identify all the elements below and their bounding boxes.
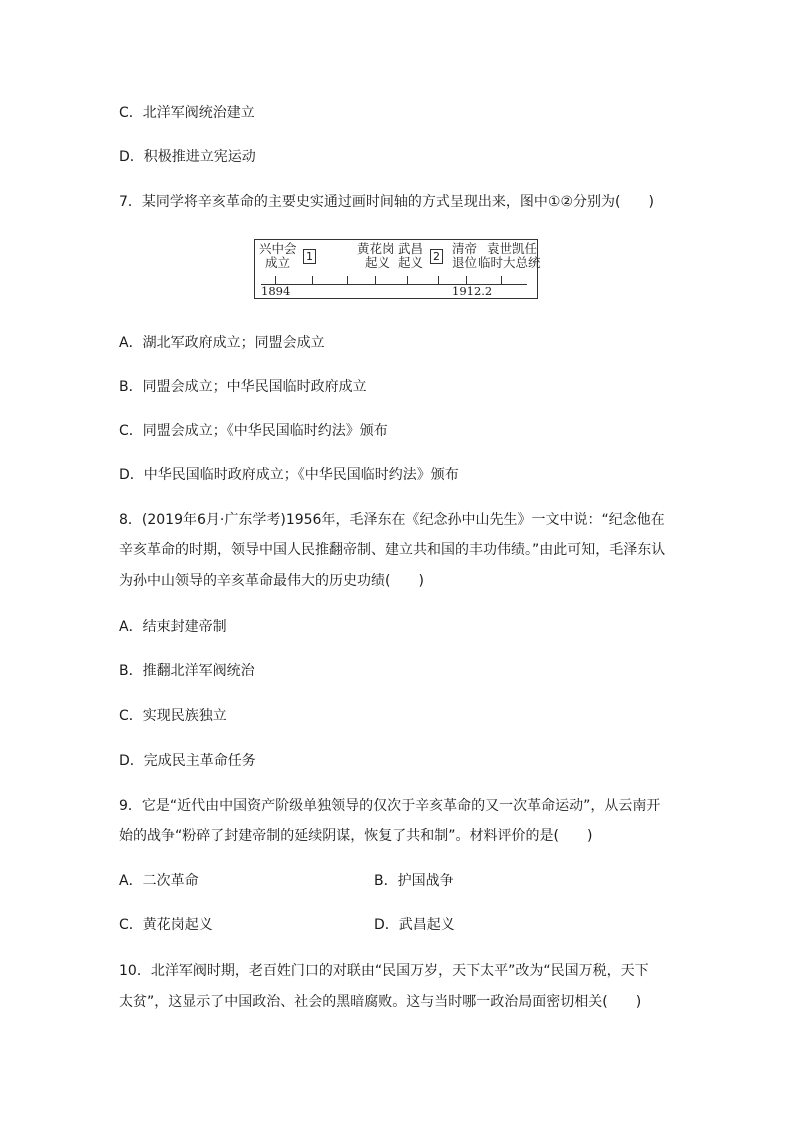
tl-label-qingdi: 清帝 (452, 241, 478, 256)
q9-option-d: D．武昌起义 (374, 917, 455, 933)
tl-label-yuanshikai: 袁世凯任 (487, 241, 538, 256)
timeline-tick (501, 276, 502, 284)
q6-option-d: D．积极推进立宪运动 (119, 149, 256, 165)
q8-stem-line1: 8．(2019年6月·广东学考)1956年，毛泽东在《纪念孙中山先生》一文中说：“纪念他在 (119, 512, 665, 528)
q7-option-d: D．中华民国临时政府成立；《中华民国临时约法》颁布 (119, 467, 459, 483)
q7-stem: 7．某同学将辛亥革命的主要史实通过画时间轴的方式呈现出来，图中①②分别为( ) (119, 194, 654, 210)
timeline-tick (312, 276, 313, 284)
q10-stem-line2: 太贫”，这显示了中国政治、社会的黑暗腐败。这与当时哪一政治局面密切相关( ) (119, 994, 642, 1010)
tl-label-huanghuagang: 黄花岗 (357, 241, 395, 256)
tl-label-qiyi-2: 起义 (398, 255, 424, 270)
q8-option-a: A．结束封建帝制 (119, 619, 227, 635)
q9-option-b: B．护国战争 (374, 873, 454, 889)
tl-year-1894: 1894 (261, 284, 291, 298)
q8-option-c: C．实现民族独立 (119, 708, 227, 724)
timeline-tick (275, 276, 276, 284)
timeline-tick (375, 276, 376, 284)
q7-option-c: C．同盟会成立；《中华民国临时约法》颁布 (119, 423, 388, 439)
q6-option-c: C．北洋军阀统治建立 (119, 105, 255, 121)
tl-label-tuiwei: 退位 (452, 255, 478, 270)
timeline-tick (466, 276, 467, 284)
q8-stem-line2: 辛亥革命的时期，领导中国人民推翻帝制、建立共和国的丰功伟绩。”由此可知，毛泽东认 (119, 542, 666, 558)
timeline-tick (407, 276, 408, 284)
tl-marker-1: 1 (303, 249, 316, 264)
tl-label-xingzhonghui: 兴中会 (259, 241, 297, 256)
q10-stem-line1: 10．北洋军阀时期，老百姓门口的对联由“民国万岁，天下太平”改为“民国万税，天下 (119, 963, 649, 979)
q8-option-b: B．推翻北洋军阀统治 (119, 663, 255, 679)
tl-label-chengli: 成立 (265, 255, 291, 270)
q9-stem-line1: 9．它是“近代由中国资产阶级单独领导的仅次于辛亥革命的又一次革命运动”，从云南开 (119, 798, 661, 814)
timeline-figure (254, 239, 541, 299)
q9-option-c: C．黄花岗起义 (119, 917, 213, 933)
q7-option-a: A．湖北军政府成立；同盟会成立 (119, 335, 325, 351)
q9-option-a: A．二次革命 (119, 873, 199, 889)
tl-label-qiyi-1: 起义 (365, 255, 391, 270)
timeline-tick (347, 276, 348, 284)
tl-label-president: 临时大总统 (478, 255, 541, 270)
timeline-tick (438, 276, 439, 284)
q8-option-d: D．完成民主革命任务 (119, 753, 256, 769)
tl-marker-2: 2 (430, 249, 443, 264)
q7-option-b: B．同盟会成立；中华民国临时政府成立 (119, 379, 367, 395)
q9-stem-line2: 始的战争“粉碎了封建帝制的延续阴谋，恢复了共和制”。材料评价的是( ) (119, 828, 593, 844)
q8-stem-line3: 为孙中山领导的辛亥革命最伟大的历史功绩( ) (119, 573, 424, 589)
tl-label-wuchang: 武昌 (398, 241, 424, 256)
tl-year-1912: 1912.2 (452, 284, 493, 298)
